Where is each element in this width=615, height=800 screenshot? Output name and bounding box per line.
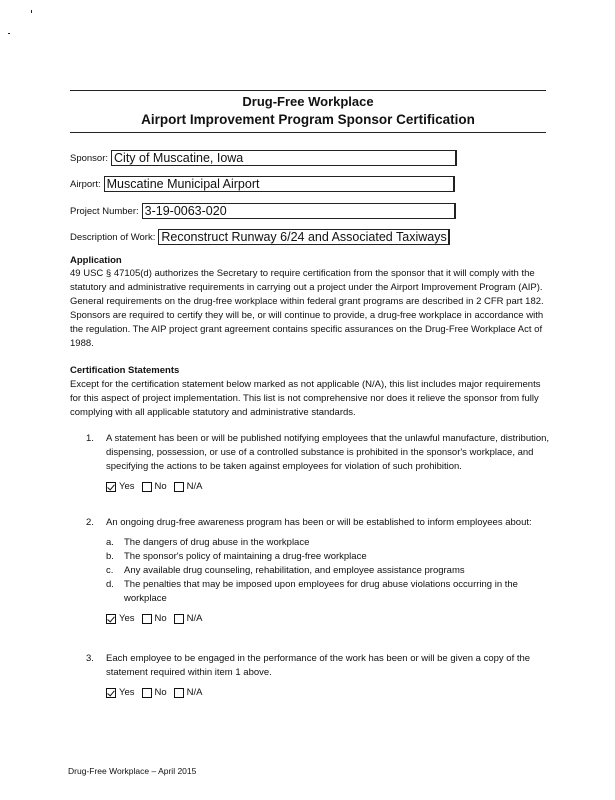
scan-speck bbox=[31, 10, 32, 13]
yes-label: Yes bbox=[119, 687, 135, 698]
na-label: N/A bbox=[186, 481, 203, 492]
item-number: 1. bbox=[86, 433, 94, 444]
na-option[interactable] bbox=[174, 686, 203, 700]
item-3-options bbox=[106, 686, 556, 700]
list-item bbox=[106, 550, 556, 564]
certification-heading: Certification Statements bbox=[70, 365, 180, 376]
scan-speck bbox=[8, 33, 10, 34]
list-letter: d. bbox=[106, 579, 114, 590]
yes-option[interactable] bbox=[106, 686, 135, 700]
airport-field[interactable]: Muscatine Municipal Airport bbox=[104, 176, 455, 192]
project-number-label: Project Number: bbox=[70, 205, 139, 217]
description-label: Description of Work: bbox=[70, 231, 156, 243]
document-title: Drug-Free Workplace bbox=[242, 94, 374, 109]
checked-checkbox-icon[interactable] bbox=[106, 614, 116, 624]
description-field[interactable]: Reconstruct Runway 6/24 and Associated Taxiways bbox=[158, 229, 450, 245]
list-item bbox=[106, 536, 556, 550]
list-item bbox=[106, 564, 556, 578]
no-option[interactable] bbox=[142, 480, 167, 494]
yes-label: Yes bbox=[119, 613, 135, 624]
checkbox-icon[interactable] bbox=[174, 688, 184, 698]
checkbox-icon[interactable] bbox=[142, 614, 152, 624]
checkbox-icon[interactable] bbox=[142, 688, 152, 698]
list-item bbox=[106, 578, 556, 606]
item-2-options bbox=[106, 612, 556, 626]
certification-item-3 bbox=[86, 652, 556, 700]
certification-item-1 bbox=[86, 432, 556, 494]
yes-option[interactable] bbox=[106, 480, 135, 494]
checked-checkbox-icon[interactable] bbox=[106, 688, 116, 698]
na-option[interactable] bbox=[174, 612, 203, 626]
sponsor-field[interactable]: City of Muscatine, Iowa bbox=[111, 150, 457, 166]
list-item-text: The sponsor's policy of maintaining a drug-free workplace bbox=[124, 551, 367, 562]
na-label: N/A bbox=[186, 687, 203, 698]
list-letter: a. bbox=[106, 537, 114, 548]
header-top-rule bbox=[70, 90, 546, 91]
list-item-text: The dangers of drug abuse in the workplace bbox=[124, 537, 310, 548]
checkbox-icon[interactable] bbox=[142, 482, 152, 492]
yes-label: Yes bbox=[119, 481, 135, 492]
list-letter: c. bbox=[106, 565, 114, 576]
airport-field-row bbox=[70, 175, 455, 193]
awareness-topics-list bbox=[106, 536, 556, 606]
airport-label: Airport: bbox=[70, 178, 101, 190]
description-field-row bbox=[70, 228, 450, 246]
project-number-field[interactable]: 3-19-0063-020 bbox=[142, 203, 456, 219]
list-letter: b. bbox=[106, 551, 114, 562]
header-bottom-rule bbox=[70, 132, 546, 133]
document-subtitle: Airport Improvement Program Sponsor Certification bbox=[141, 112, 475, 127]
application-text: 49 USC § 47105(d) authorizes the Secretary to require certification from the sponsor that it will comply with the statutory and administrative requirements in carrying out a project under the Airport Improvement Program (AIP). General requirements on the drug-free workplace within federal grant programs are described in 2 CFR part 182. Sponsors are required to certify they will be, or will continue to provide, a drug-free workplace in accordance with the regulation. The AIP project grant agreement contains specific assurances on the Drug-Free Workplace Act of 1988. bbox=[70, 268, 544, 349]
certification-item-2 bbox=[86, 516, 556, 626]
item-number: 3. bbox=[86, 653, 94, 664]
yes-option[interactable] bbox=[106, 612, 135, 626]
project-number-field-row bbox=[70, 202, 456, 220]
item-text: An ongoing drug-free awareness program has been or will be established to inform employees about: bbox=[106, 517, 532, 528]
na-label: N/A bbox=[186, 613, 203, 624]
sponsor-label: Sponsor: bbox=[70, 152, 109, 164]
sponsor-field-row bbox=[70, 149, 457, 167]
no-label: No bbox=[154, 481, 167, 492]
checkbox-icon[interactable] bbox=[174, 482, 184, 492]
page-footer: Drug-Free Workplace – April 2015 bbox=[68, 766, 197, 776]
list-item-text: The penalties that may be imposed upon employees for drug abuse violations occurring in the workplace bbox=[124, 579, 518, 604]
no-label: No bbox=[154, 687, 167, 698]
application-heading: Application bbox=[70, 255, 122, 266]
checkbox-icon[interactable] bbox=[174, 614, 184, 624]
checked-checkbox-icon[interactable] bbox=[106, 482, 116, 492]
item-number: 2. bbox=[86, 517, 94, 528]
item-1-options bbox=[106, 480, 556, 494]
no-option[interactable] bbox=[142, 612, 167, 626]
item-text: A statement has been or will be published notifying employees that the unlawful manufacture, distribution, dispensing, possession, or use of a controlled substance is prohibited in the sponsor's workplace, and specifying the actions to be taken against employees for violation of such prohibition. bbox=[106, 433, 550, 472]
no-label: No bbox=[154, 613, 167, 624]
list-item-text: Any available drug counseling, rehabilitation, and employee assistance programs bbox=[124, 565, 465, 576]
na-option[interactable] bbox=[174, 480, 203, 494]
item-text: Each employee to be engaged in the performance of the work has been or will be given a copy of the statement required within item 1 above. bbox=[106, 653, 531, 678]
certification-intro-text: Except for the certification statement below marked as not applicable (N/A), this list includes major requirements for this aspect of project implementation. This list is not comprehensive nor does it relieve the sponsor from fully complying with all applicable statutory and administrative standards. bbox=[70, 379, 541, 418]
no-option[interactable] bbox=[142, 686, 167, 700]
